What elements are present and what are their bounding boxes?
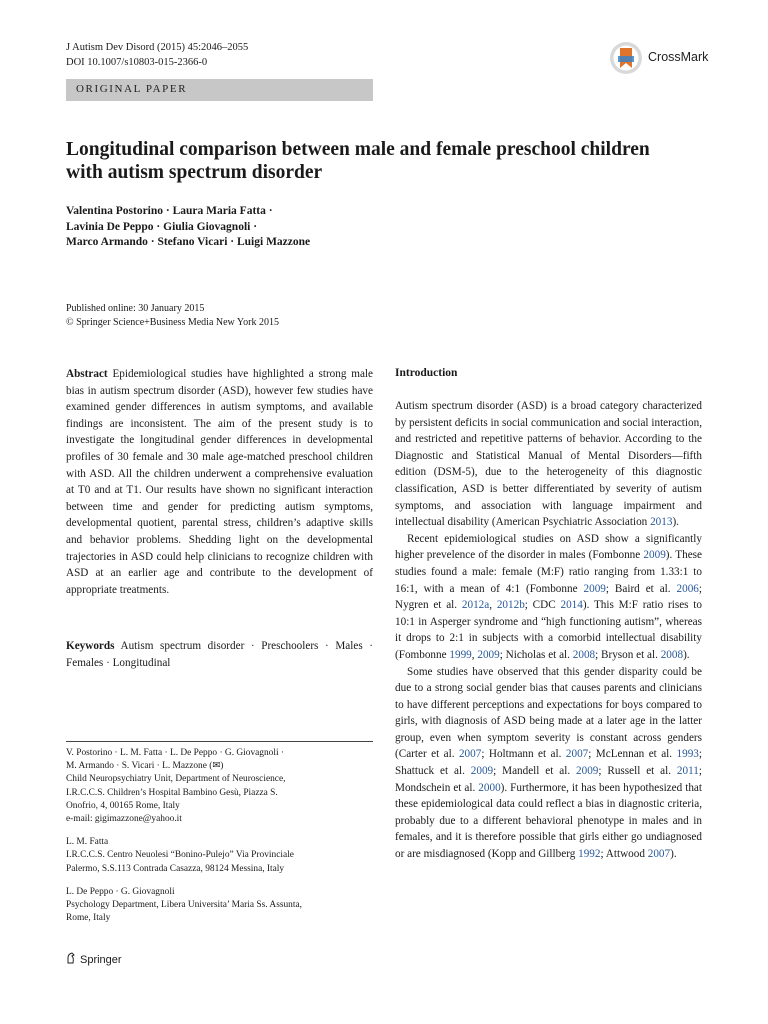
- published-date: Published online: 30 January 2015: [66, 303, 205, 314]
- paragraph-text: ). This M:F ratio rises to 10:1 in Asperger syndrome and “high functioning autism”, whereas it drops to 2:1 in subjects with a comorbid intellectual disability (Fombonne: [395, 599, 703, 661]
- affiliation-block: [66, 747, 373, 826]
- citation-link[interactable]: 1999: [449, 648, 472, 661]
- introduction-body: [395, 398, 702, 863]
- paragraph-text: ).: [683, 648, 690, 661]
- intro-paragraph: [395, 531, 702, 664]
- publisher-name: Springer: [80, 954, 122, 966]
- affil-line: Onofrio, 4, 00165 Rome, Italy: [66, 800, 180, 811]
- author-list: [66, 204, 466, 251]
- paragraph-text: ; Baird et al.: [605, 582, 677, 595]
- keywords-label: Keywords: [66, 640, 115, 652]
- author-line: Marco Armando · Stefano Vicari · Luigi Mazzone: [66, 236, 311, 248]
- citation-link[interactable]: 2009: [583, 582, 606, 595]
- citation-link[interactable]: 2007: [565, 748, 589, 761]
- author-line: Lavinia De Peppo · Giulia Giovagnoli ·: [66, 220, 258, 233]
- intro-paragraph: [395, 398, 702, 531]
- affil-line: L. De Peppo · G. Giovagnoli: [66, 886, 175, 897]
- citation-link[interactable]: 2013: [650, 516, 673, 529]
- paragraph-text: ).: [672, 516, 679, 529]
- copyright: © Springer Science+Business Media New York 2015: [66, 317, 279, 328]
- citation-link[interactable]: 2007: [458, 748, 482, 761]
- citation-link[interactable]: 2009: [477, 648, 500, 661]
- paragraph-text: ; Shattuck et al.: [395, 748, 702, 778]
- affil-line: M. Armando · S. Vicari · L. Mazzone (✉): [66, 761, 224, 772]
- keywords: [66, 638, 373, 671]
- paragraph-text: ; Mondschein et al.: [395, 765, 702, 794]
- affiliation-divider: [66, 741, 373, 742]
- paragraph-text: ). These studies found a male: female (M:F) ratio ranging from 1.33:1 to 16:1, with a mean of 4:1 (Fombonne: [395, 549, 702, 595]
- citation-link[interactable]: 1992: [578, 848, 601, 861]
- journal-citation: J Autism Dev Disord (2015) 45:2046–2055: [66, 42, 249, 53]
- citation-link[interactable]: 2009: [643, 549, 666, 562]
- affil-line: Palermo, S.S.113 Contrada Casazza, 98124 Messina, Italy: [66, 863, 285, 874]
- section-label-bar: [66, 79, 373, 101]
- paragraph-text: ,: [489, 599, 497, 612]
- citation-link[interactable]: 2000: [478, 781, 501, 794]
- abstract-label: Abstract: [66, 368, 108, 380]
- paragraph-text: ).: [670, 848, 677, 861]
- affil-line: Psychology Department, Libera Universita’ Maria Ss. Assunta,: [66, 900, 302, 911]
- citation-link[interactable]: 1993: [676, 748, 699, 761]
- paragraph-text: ; Russell et al.: [598, 765, 677, 778]
- introduction-heading: Introduction: [395, 367, 458, 379]
- affil-line: L. M. Fatta: [66, 837, 109, 848]
- citation-link[interactable]: 2009: [576, 765, 599, 778]
- paragraph-text: ; Bryson et al.: [595, 648, 661, 661]
- publication-info: [66, 302, 279, 330]
- citation-link[interactable]: 2006: [676, 582, 699, 595]
- page-footer: [66, 952, 122, 966]
- abstract: [66, 366, 373, 598]
- paragraph-text: ,: [471, 648, 478, 661]
- paragraph-text: Some studies have observed that this gender disparity could be due to a strong social gender bias that causes parents and clinicians to have different perceptions and expectations for boys compared to girls, with diagnosis of ASD being made at a later age in the latter group, even when symptom severity is constant across genders (Carter et al.: [395, 665, 702, 761]
- article-title: Longitudinal comparison between male and female preschool children with autism spectrum disorder: [66, 139, 650, 183]
- affil-line: V. Postorino · L. M. Fatta · L. De Peppo · G. Giovagnoli ·: [66, 748, 285, 758]
- affiliations: [66, 747, 373, 935]
- citation-link[interactable]: 2009: [470, 765, 494, 778]
- paragraph-text: ). Furthermore, it has been hypothesized that these epidemiological data could reflect a bias in diagnostic criteria, probably due to a different behavioral phenotype in males and in females, and it is therefore possible that girls either go undiagnosed or are misdiagnosed (Kopp and Gillberg: [395, 781, 702, 861]
- citation-link[interactable]: 2012a: [461, 599, 490, 612]
- affil-line: Child Neuropsychiatry Unit, Department of Neuroscience,: [66, 774, 286, 785]
- abstract-text: Epidemiological studies have highlighted a strong male bias in autism spectrum disorder (ASD), however few studies have examined gender differences in autism symptoms, and available findings are inconsistent. The aim of the present study is to investigate the longitudinal gender differences in developmental profiles of 30 female and 30 male age-matched preschool children with ASD. All the children underwent a comprehensive evaluation at T0 and at T1. Our results have shown no significant interaction between time and gender for predicting autism symptoms, developmental quotient, parental stress, children’s adaptive skills and behavior problems. Shedding light on the developmental trajectories in ASD could help clinicians to recognize children with ASD at an earlier age and contribute to the development of appropriate treatments.: [66, 368, 373, 596]
- affil-line: I.R.C.C.S. Children’s Hospital Bambino Gesù, Piazza S.: [66, 787, 278, 798]
- paragraph-text: ; Nicholas et al.: [499, 648, 573, 661]
- citation-link[interactable]: 2014: [560, 599, 583, 612]
- paragraph-text: ; Mandell et al.: [493, 765, 576, 778]
- affiliation-block: [66, 886, 373, 926]
- citation-link[interactable]: 2011: [676, 765, 699, 778]
- crossmark-label: CrossMark: [648, 50, 709, 64]
- paragraph-text: ; Attwood: [600, 848, 648, 861]
- affil-line: I.R.C.C.S. Centro Neuolesi “Bonino-Pulejo” Via Provinciale: [66, 850, 294, 861]
- crossmark-icon: [608, 40, 644, 76]
- paragraph-text: Recent epidemiological studies on ASD show a significantly higher prevelence of the disorder in males (Fombonne: [395, 532, 702, 562]
- affiliation-block: [66, 836, 373, 876]
- paragraph-text: Autism spectrum disorder (ASD) is a broad category characterized by persistent deficits in social communication and social interaction, and restricted and repetitive patterns of behavior. According to the Diagnostic and Statistical Manual of Mental Disorders—fifth edition (DSM-5), due to the heterogeneity of this diagnostic classification, ASD is better differentiated by severity of autism symptoms, and association with language impairment and intellectual disability (American Psychiatric Association: [395, 400, 702, 529]
- intro-paragraph: [395, 664, 702, 863]
- paragraph-text: ; Nygren et al.: [395, 582, 702, 612]
- crossmark-badge[interactable]: [608, 40, 718, 76]
- doi[interactable]: DOI 10.1007/s10803-015-2366-0: [66, 57, 208, 68]
- citation-link[interactable]: 2008: [572, 648, 596, 661]
- section-label: ORIGINAL PAPER: [76, 83, 188, 95]
- affil-line: Rome, Italy: [66, 913, 111, 924]
- paragraph-text: ; McLennan et al.: [588, 748, 677, 761]
- paragraph-text: ; CDC: [524, 599, 561, 612]
- citation-link[interactable]: 2012b: [496, 599, 525, 612]
- keywords-text: Autism spectrum disorder · Preschoolers · Males · Females · Longitudinal: [66, 640, 374, 669]
- citation-link[interactable]: 2007: [647, 848, 671, 861]
- citation-link[interactable]: 2008: [660, 648, 684, 661]
- author-line: Valentina Postorino · Laura Maria Fatta ·: [66, 205, 273, 217]
- journal-header: [66, 40, 248, 70]
- email-link[interactable]: e-mail: gigimazzone@yahoo.it: [66, 814, 182, 825]
- paragraph-text: ; Holtmann et al.: [481, 748, 566, 761]
- springer-horse-icon: [66, 952, 76, 964]
